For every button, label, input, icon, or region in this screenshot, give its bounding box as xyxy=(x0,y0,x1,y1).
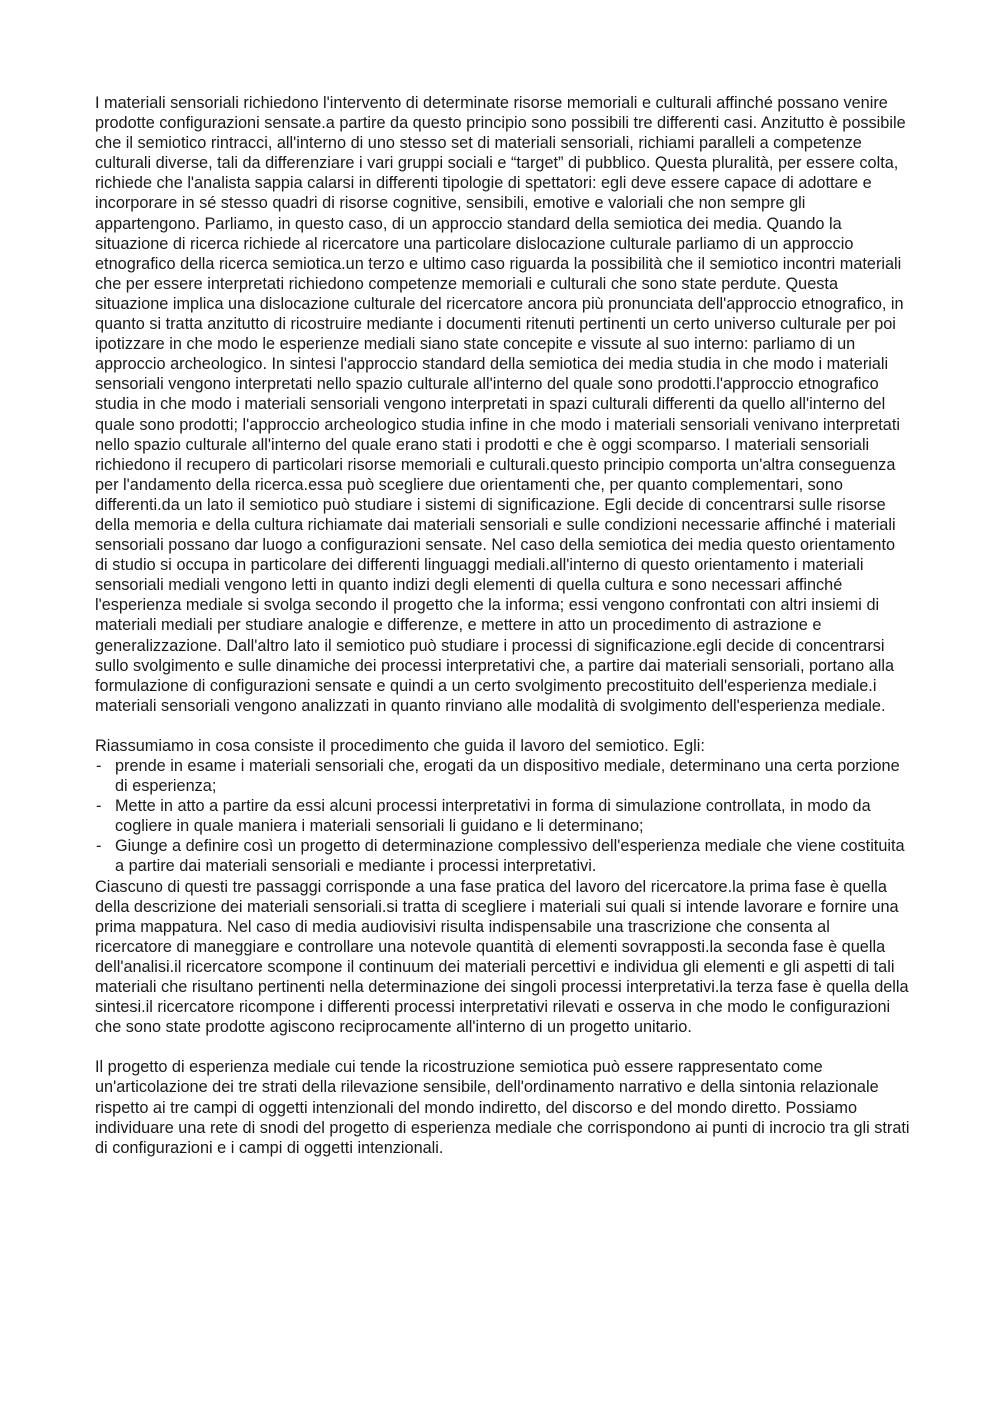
list-item xyxy=(95,756,910,796)
list-dash-marker: - xyxy=(96,837,102,856)
paragraph-research-phases: Ciascuno di questi tre passaggi corrisponde a una fase pratica del lavoro del ricercatore.la prima fase è quella della descrizione dei materiali sensoriali.si tratta di scegliere i materiali sui quali si intende lavorare e fornire una prima mappatura. Nel caso di media audiovisivi risulta indispensabile una trascrizione che consenta al ricercatore di maneggiare e controllare una notevole quantità di elementi sovrapposti.la seconda fase è quella dell'analisi.il ricercatore scompone il continuum dei materiali percettivi e individua gli elementi e gli aspetti di tali materiali che risultano pertinenti nella determinazione dei singoli processi interpretativi.la terza fase è quella della sintesi.il ricercatore ricompone i differenti processi interpretativi rilevati e osserva in che modo le configurazioni che sono state prodotte agiscono reciprocamente all'interno di un progetto unitario. xyxy=(95,877,909,1037)
procedure-steps-list xyxy=(95,756,910,877)
list-item xyxy=(95,796,910,836)
paragraph-spacer xyxy=(95,716,910,736)
list-item-text: prende in esame i materiali sensoriali che, erogati da un dispositivo mediale, determinano una certa porzione di esperienza; xyxy=(115,757,900,796)
paragraph-media-experience-project: Il progetto di esperienza mediale cui tende la ricostruzione semiotica può essere rappresentato come un'articolazione dei tre strati della rilevazione sensibile, dell'ordinamento narrativo e della sintonia relazionale rispetto ai tre campi di oggetti intenzionali del mondo indiretto, del discorso e del mondo diretto. Possiamo individuare una rete di snodi del progetto di esperienza mediale che corrispondono ai punti di incrocio tra gli strati di configurazioni e i campi di oggetti intenzionali. xyxy=(95,1058,910,1157)
list-dash-marker: - xyxy=(96,797,102,816)
list-item-text: Giunge a definire così un progetto di determinazione complessivo dell'esperienza mediale che viene costituita a partire dai materiali sensoriali e mediante i processi interpretativi. xyxy=(115,837,905,876)
list-item-text: Mette in atto a partire da essi alcuni processi interpretativi in forma di simulazione controllata, in modo da cogliere in quale maniera i materiali sensoriali li guidano e li determinano; xyxy=(115,797,871,836)
paragraph-sensory-materials: I materiali sensoriali richiedono l'intervento di determinate risorse memoriali e culturali affinché possano venire prodotte configurazioni sensate.a partire da questo principio sono possibili tre differenti casi. Anzitutto è possibile che il semiotico rintracci, all'interno di uno stesso set di materiali sensoriali, richiami paralleli a competenze culturali diverse, tali da differenziare i vari gruppi sociali e “target” di pubblico. Questa pluralità, per essere colta, richiede che l'analista sappia calarsi in differenti tipologie di spettatori: egli deve essere capace di adottare e incorporare in sé stesso quadri di risorse cognitive, sensibili, emotive e valoriali che non sempre gli appartengono. Parliamo, in questo caso, di un approccio standard della semiotica dei media. Quando la situazione di ricerca richiede al ricercatore una particolare dislocazione culturale parliamo di un approccio etnografico della ricerca semiotica.un terzo e ultimo caso riguarda la possibilità che il semiotico incontri materiali che per essere interpretati richiedono competenze memoriali e culturali che sono state perdute. Questa situazione implica una dislocazione culturale del ricercatore ancora più pronunciata dell'approccio etnografico, in quanto si tratta anzitutto di ricostruire mediante i documenti ritenuti pertinenti un certo universo culturale per poi ipotizzare in che modo le esperienze mediali siano state concepite e vissute al suo interno: parliamo di un approccio archeologico. In sintesi l'approccio standard della semiotica dei media studia in che modo i materiali sensoriali vengono interpretati nello spazio culturale all'interno del quale sono prodotti.l'approccio etnografico studia in che modo i materiali sensoriali vengono interpretati in spazi culturali differenti da quello all'interno del quale sono prodotti; l'approccio archeologico studia infine in che modo i materiali sensoriali venivano interpretati nello spazio culturale all'interno del quale erano stati i prodotti e che è oggi scomparso. I materiali sensoriali richiedono il recupero di particolari risorse memoriali e culturali.questo principio comporta un'altra conseguenza per l'andamento della ricerca.essa può scegliere due orientamenti che, per quanto complementari, sono differenti.da un lato il semiotico può studiare i sistemi di significazione. Egli decide di concentrarsi sulle risorse della memoria e della cultura richiamate dai materiali sensoriali e sulle condizioni necessarie affinché i materiali sensoriali possano dar luogo a configurazioni sensate. Nel caso della semiotica dei media questo orientamento di studio si occupa in particolare dei differenti linguaggi mediali.all'interno di questo orientamento i materiali sensoriali mediali vengono letti in quanto indizi degli elementi di quella cultura e sono necessari affinché l'esperienza mediale si svolga secondo il progetto che la informa; essi vengono confrontati con altri insiemi di materiali mediali per studiare analogie e differenze, e mettere in atto un procedimento di astrazione e generalizzazione. Dall'altro lato il semiotico può studiare i processi di significazione.egli decide di concentrarsi sullo svolgimento e sulle dinamiche dei processi interpretativi che, a partire dai materiali sensoriali, portano alla formulazione di configurazioni sensate e quindi a un certo svolgimento precostituito dell'esperienza mediale.i materiali sensoriali vengono analizzati in quanto rinviano alle modalità di svolgimento dell'esperienza mediale. xyxy=(95,94,906,715)
list-item xyxy=(95,836,910,876)
document-page xyxy=(95,93,910,1158)
paragraph-spacer xyxy=(95,1037,910,1057)
list-dash-marker: - xyxy=(96,757,102,775)
paragraph-procedure-intro: Riassumiamo in cosa consiste il procedimento che guida il lavoro del semiotico. Egli: xyxy=(95,736,705,755)
